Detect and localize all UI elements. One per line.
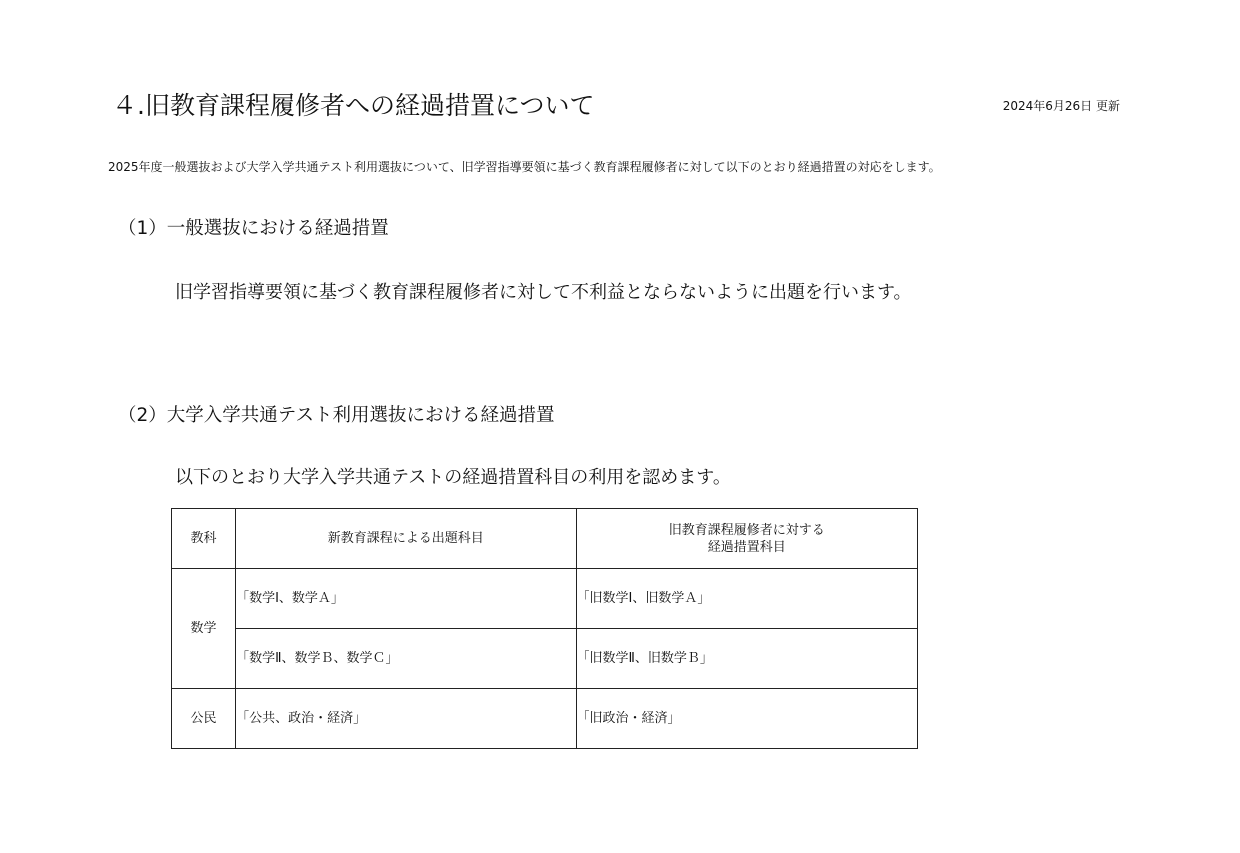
table-row (172, 689, 918, 749)
updated-date: 2024年6月26日 更新 (1002, 99, 1120, 113)
section-body-general: 旧学習指導要領に基づく教育課程履修者に対して不利益とならないように出題を行います。 (175, 282, 912, 303)
table-row (172, 629, 918, 689)
old-subject-cell: 「旧数学Ⅰ、旧数学Ａ」 (576, 569, 917, 629)
subject-cell-math: 数学 (172, 569, 236, 689)
header-subject: 教科 (172, 509, 236, 569)
header-old-line2: 経過措置科目 (707, 539, 786, 555)
new-subject-cell: 「公共、政治・経済」 (236, 689, 576, 749)
table-header-row (172, 509, 918, 569)
old-subject-cell: 「旧数学Ⅱ、旧数学Ｂ」 (576, 629, 917, 689)
section-body-common-test: 以下のとおり大学入学共通テストの経過措置科目の利用を認めます。 (175, 467, 731, 488)
new-subject-cell: 「数学Ⅱ、数学Ｂ、数学Ｃ」 (236, 629, 576, 689)
table-row (172, 569, 918, 629)
subject-cell-civics: 公民 (172, 689, 236, 749)
header-old-line1: 旧教育課程履修者に対する (668, 522, 825, 538)
header-old-subjects (576, 509, 917, 569)
header-new-subjects: 新教育課程による出題科目 (236, 509, 576, 569)
new-subject-cell: 「数学Ⅰ、数学Ａ」 (236, 569, 576, 629)
section-heading-general: （1）一般選抜における経過措置 (118, 218, 389, 239)
intro-text: 2025年度一般選抜および大学入学共通テスト利用選抜について、旧学習指導要領に基づく教育課程履修者に対して以下のとおり経過措置の対応をします。 (108, 160, 941, 174)
transition-subjects-table (171, 508, 918, 749)
section-heading-common-test: （2）大学入学共通テスト利用選抜における経過措置 (118, 405, 555, 426)
old-subject-cell: 「旧政治・経済」 (576, 689, 917, 749)
page-title: ４.旧教育課程履修者への経過措置について (112, 91, 595, 120)
